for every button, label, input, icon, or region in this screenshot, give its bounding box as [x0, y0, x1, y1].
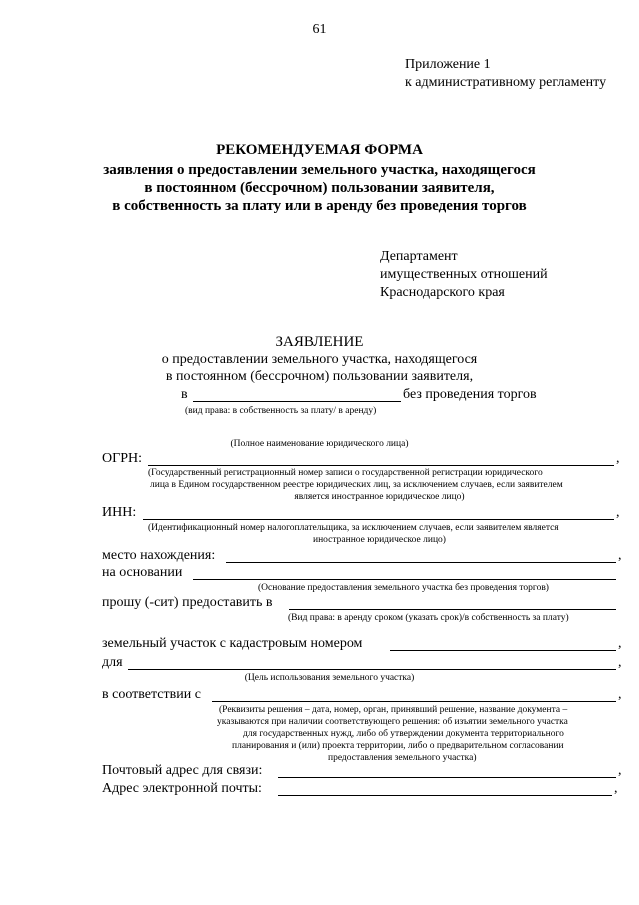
inn-hint-1: (Идентификационный номер налогоплательщика, за исключением случаев, если заявителем является: [148, 523, 559, 533]
accordance-hint-2: указываются при наличии соответствующего решения: об изъятии земельного участка: [217, 717, 568, 727]
right-type-field[interactable]: [193, 401, 401, 402]
inn-comma: ,: [616, 505, 620, 520]
right-type-hint: (вид права: в собственность за плату/ в аренду): [185, 406, 377, 416]
accordance-hint-4: планирования и (или) проекта территории, либо о предварительном согласовании: [232, 741, 564, 751]
application-line-3-prefix: в: [181, 387, 188, 402]
accordance-field[interactable]: [212, 701, 616, 702]
recipient-line-1: Департамент: [380, 249, 458, 264]
request-label: прошу (-сит) предоставить в: [102, 595, 273, 610]
purpose-hint: (Цель использования земельного участка): [244, 673, 415, 683]
ogrn-comma: ,: [616, 451, 620, 466]
cadastral-field[interactable]: [390, 650, 616, 651]
purpose-comma: ,: [618, 655, 622, 670]
inn-field[interactable]: [143, 519, 614, 520]
ogrn-hint-3: является иностранное юридическое лицо): [294, 492, 465, 502]
basis-hint: (Основание предоставления земельного участка без проведения торгов): [258, 583, 549, 593]
form-title: РЕКОМЕНДУЕМАЯ ФОРМА: [216, 142, 423, 158]
location-field[interactable]: [226, 562, 616, 563]
form-subtitle-3: в собственность за плату или в аренду без проведения торгов: [112, 198, 527, 214]
request-hint: (Вид права: в аренду сроком (указать срок)/в собственность за плату): [288, 613, 569, 623]
postal-field[interactable]: [278, 777, 616, 778]
appendix-line-2: к административному регламенту: [405, 75, 607, 90]
location-comma: ,: [618, 548, 622, 563]
ogrn-field[interactable]: [148, 465, 614, 466]
purpose-label: для: [102, 655, 123, 670]
application-line-1: о предоставлении земельного участка, находящегося: [161, 352, 478, 367]
cadastral-comma: ,: [618, 636, 622, 651]
basis-field[interactable]: [193, 579, 616, 580]
inn-hint-2: иностранное юридическое лицо): [313, 535, 446, 545]
accordance-hint-1: (Реквизиты решения – дата, номер, орган, принявший решение, название документа –: [219, 705, 568, 715]
inn-label: ИНН:: [102, 505, 137, 520]
ogrn-hint-2: лица в Едином государственном реестре юридических лиц, за исключением случаев, если заявителем: [150, 480, 563, 490]
purpose-field[interactable]: [128, 669, 616, 670]
recipient-line-2: имущественных отношений: [380, 267, 548, 282]
accordance-hint-5: предоставления земельного участка): [328, 753, 477, 763]
location-label: место нахождения:: [102, 548, 216, 563]
recipient-line-3: Краснодарского края: [380, 285, 505, 300]
postal-label: Почтовый адрес для связи:: [102, 763, 263, 778]
cadastral-label: земельный участок с кадастровым номером: [102, 636, 363, 651]
email-label: Адрес электронной почты:: [102, 781, 262, 796]
application-line-2: в постоянном (бессрочном) пользовании заявителя,: [165, 369, 474, 384]
page-number: 61: [312, 22, 327, 37]
appendix-line-1: Приложение 1: [405, 57, 491, 72]
accordance-comma: ,: [618, 687, 622, 702]
form-subtitle-1: заявления о предоставлении земельного участка, находящегося: [103, 162, 536, 178]
accordance-hint-3: для государственных нужд, либо об утверждении документа территориального: [243, 729, 564, 739]
email-comma: ,: [614, 781, 618, 796]
application-title: ЗАЯВЛЕНИЕ: [275, 334, 364, 350]
accordance-label: в соответствии с: [102, 687, 201, 702]
basis-label: на основании: [102, 565, 183, 580]
ogrn-label: ОГРН:: [102, 451, 142, 466]
full-name-hint: (Полное наименование юридического лица): [230, 439, 409, 449]
request-field[interactable]: [289, 609, 616, 610]
email-field[interactable]: [278, 795, 612, 796]
form-subtitle-2: в постоянном (бессрочном) пользовании заявителя,: [144, 180, 495, 196]
application-line-3-suffix: без проведения торгов: [403, 387, 537, 402]
postal-comma: ,: [618, 763, 622, 778]
ogrn-hint-1: (Государственный регистрационный номер записи о государственной регистрации юридического: [148, 468, 543, 478]
